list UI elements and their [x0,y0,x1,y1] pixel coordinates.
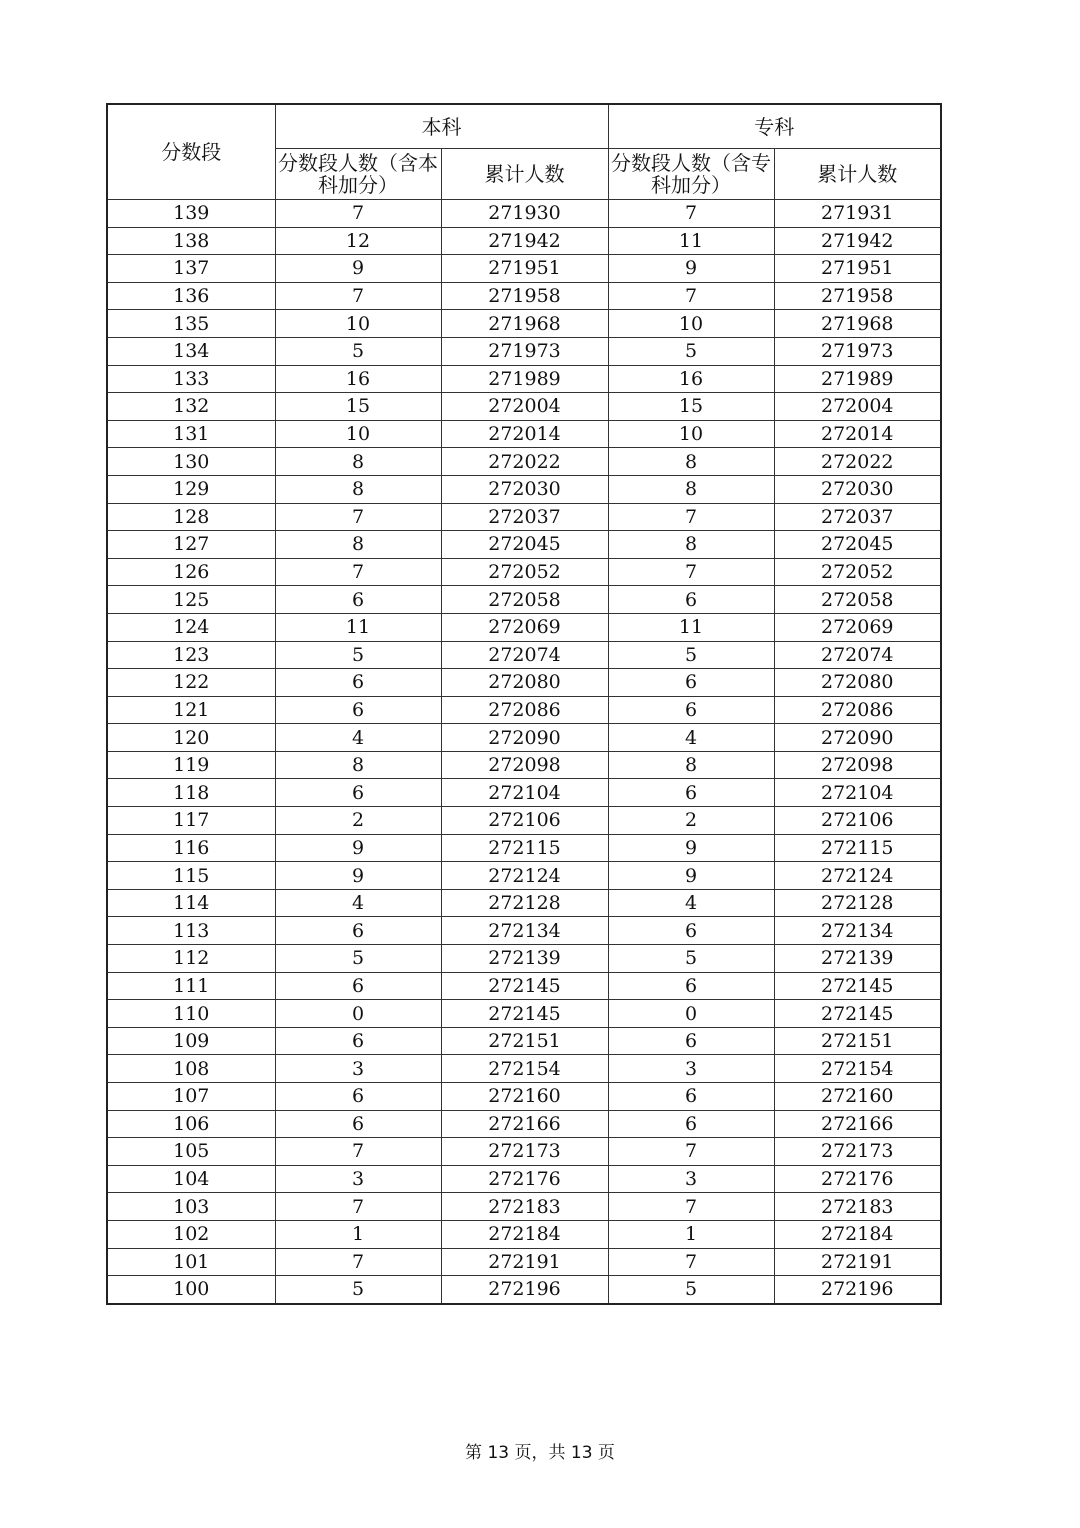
undergrad-cumulative-cell: 272134 [441,917,608,945]
junior-cumulative-cell: 272176 [774,1165,941,1193]
score-cell: 130 [107,448,275,476]
undergrad-count-cell: 6 [275,917,441,945]
junior-cumulative-cell: 272183 [774,1193,941,1221]
junior-cumulative-cell: 272052 [774,558,941,586]
undergrad-cumulative-cell: 272145 [441,1000,608,1028]
junior-cumulative-cell: 271951 [774,255,941,283]
table-row [107,310,941,338]
junior-count-cell: 2 [608,807,774,835]
table-row [107,337,941,365]
table-row [107,531,941,559]
junior-count-cell: 8 [608,531,774,559]
undergrad-cumulative-cell: 272154 [441,1055,608,1083]
score-cell: 118 [107,779,275,807]
junior-cumulative-cell: 272191 [774,1248,941,1276]
junior-cumulative-cell: 272080 [774,669,941,697]
junior-cumulative-cell: 271931 [774,200,941,228]
junior-cumulative-cell: 271958 [774,282,941,310]
junior-count-cell: 6 [608,779,774,807]
table-row [107,1000,941,1028]
junior-count-cell: 4 [608,724,774,752]
junior-cumulative-cell: 272090 [774,724,941,752]
table-row [107,420,941,448]
score-cell: 109 [107,1027,275,1055]
undergrad-count-cell: 10 [275,420,441,448]
junior-count-cell: 6 [608,972,774,1000]
score-cell: 107 [107,1083,275,1111]
score-cell: 106 [107,1110,275,1138]
undergrad-cumulative-cell: 272191 [441,1248,608,1276]
junior-cumulative-cell: 272128 [774,889,941,917]
junior-count-cell: 9 [608,862,774,890]
junior-count-cell: 8 [608,448,774,476]
undergrad-cumulative-cell: 271951 [441,255,608,283]
score-cell: 131 [107,420,275,448]
undergrad-count-cell: 3 [275,1165,441,1193]
table-row [107,1110,941,1138]
undergrad-count-cell: 5 [275,1276,441,1304]
score-cell: 132 [107,393,275,421]
score-distribution-table [106,103,942,1305]
junior-cumulative-cell: 272069 [774,613,941,641]
undergrad-cumulative-cell: 272196 [441,1276,608,1304]
undergrad-count-cell: 5 [275,945,441,973]
table-row [107,1027,941,1055]
undergrad-cumulative-cell: 272030 [441,475,608,503]
junior-cumulative-cell: 272004 [774,393,941,421]
undergrad-cumulative-cell: 272086 [441,696,608,724]
undergrad-count-cell: 11 [275,613,441,641]
undergrad-count-cell: 7 [275,1138,441,1166]
junior-count-cell: 6 [608,1110,774,1138]
score-cell: 128 [107,503,275,531]
junior-count-cell: 10 [608,420,774,448]
table-row [107,641,941,669]
header-undergrad-count: 分数段人数（含本科加分） [275,149,441,200]
junior-count-cell: 0 [608,1000,774,1028]
junior-cumulative-cell: 271973 [774,337,941,365]
undergrad-cumulative-cell: 271930 [441,200,608,228]
score-cell: 102 [107,1220,275,1248]
junior-cumulative-cell: 272106 [774,807,941,835]
undergrad-cumulative-cell: 272115 [441,834,608,862]
undergrad-count-cell: 6 [275,1027,441,1055]
score-cell: 111 [107,972,275,1000]
junior-cumulative-cell: 271968 [774,310,941,338]
undergrad-count-cell: 9 [275,255,441,283]
undergrad-cumulative-cell: 272145 [441,972,608,1000]
table-row [107,200,941,228]
undergrad-count-cell: 8 [275,448,441,476]
score-cell: 103 [107,1193,275,1221]
undergrad-cumulative-cell: 272022 [441,448,608,476]
score-cell: 138 [107,227,275,255]
score-cell: 139 [107,200,275,228]
score-cell: 114 [107,889,275,917]
undergrad-count-cell: 7 [275,1193,441,1221]
undergrad-count-cell: 8 [275,475,441,503]
score-cell: 135 [107,310,275,338]
junior-count-cell: 5 [608,337,774,365]
undergrad-cumulative-cell: 271942 [441,227,608,255]
junior-cumulative-cell: 272037 [774,503,941,531]
undergrad-count-cell: 7 [275,282,441,310]
score-cell: 110 [107,1000,275,1028]
score-cell: 125 [107,586,275,614]
undergrad-cumulative-cell: 271973 [441,337,608,365]
table-row [107,724,941,752]
table-row [107,613,941,641]
undergrad-count-cell: 6 [275,1083,441,1111]
junior-cumulative-cell: 272098 [774,751,941,779]
table-row [107,972,941,1000]
undergrad-cumulative-cell: 272176 [441,1165,608,1193]
table-row [107,586,941,614]
undergrad-cumulative-cell: 272106 [441,807,608,835]
junior-count-cell: 11 [608,613,774,641]
table-row [107,779,941,807]
junior-count-cell: 3 [608,1165,774,1193]
table-row [107,751,941,779]
score-cell: 113 [107,917,275,945]
junior-cumulative-cell: 272139 [774,945,941,973]
score-cell: 136 [107,282,275,310]
junior-cumulative-cell: 272030 [774,475,941,503]
undergrad-cumulative-cell: 272139 [441,945,608,973]
score-cell: 134 [107,337,275,365]
junior-count-cell: 7 [608,282,774,310]
junior-count-cell: 6 [608,1027,774,1055]
table-row [107,1138,941,1166]
table-row [107,807,941,835]
score-cell: 123 [107,641,275,669]
undergrad-cumulative-cell: 272037 [441,503,608,531]
junior-cumulative-cell: 272022 [774,448,941,476]
score-cell: 120 [107,724,275,752]
table-row [107,696,941,724]
junior-cumulative-cell: 272154 [774,1055,941,1083]
header-junior-cumulative: 累计人数 [774,149,941,200]
score-cell: 100 [107,1276,275,1304]
junior-count-cell: 7 [608,1193,774,1221]
undergrad-count-cell: 16 [275,365,441,393]
undergrad-cumulative-cell: 271968 [441,310,608,338]
score-cell: 121 [107,696,275,724]
undergrad-count-cell: 9 [275,834,441,862]
table-row [107,558,941,586]
undergrad-cumulative-cell: 272183 [441,1193,608,1221]
undergrad-cumulative-cell: 272045 [441,531,608,559]
undergrad-count-cell: 6 [275,586,441,614]
table-row [107,503,941,531]
undergrad-count-cell: 8 [275,531,441,559]
undergrad-count-cell: 6 [275,669,441,697]
header-undergrad: 本科 [275,104,608,149]
junior-count-cell: 7 [608,1248,774,1276]
undergrad-cumulative-cell: 272104 [441,779,608,807]
undergrad-cumulative-cell: 272173 [441,1138,608,1166]
score-cell: 137 [107,255,275,283]
undergrad-count-cell: 4 [275,724,441,752]
table-row [107,1248,941,1276]
junior-cumulative-cell: 272166 [774,1110,941,1138]
undergrad-count-cell: 8 [275,751,441,779]
table-row [107,669,941,697]
table-row [107,393,941,421]
score-cell: 126 [107,558,275,586]
table-row [107,1220,941,1248]
score-cell: 127 [107,531,275,559]
undergrad-count-cell: 5 [275,641,441,669]
junior-cumulative-cell: 271942 [774,227,941,255]
undergrad-cumulative-cell: 271989 [441,365,608,393]
junior-count-cell: 7 [608,1138,774,1166]
score-cell: 115 [107,862,275,890]
score-cell: 105 [107,1138,275,1166]
undergrad-cumulative-cell: 272128 [441,889,608,917]
junior-count-cell: 10 [608,310,774,338]
table-row [107,862,941,890]
undergrad-count-cell: 9 [275,862,441,890]
undergrad-count-cell: 4 [275,889,441,917]
score-cell: 116 [107,834,275,862]
junior-count-cell: 6 [608,917,774,945]
score-cell: 101 [107,1248,275,1276]
score-cell: 112 [107,945,275,973]
junior-cumulative-cell: 272086 [774,696,941,724]
junior-count-cell: 5 [608,945,774,973]
junior-cumulative-cell: 272196 [774,1276,941,1304]
score-cell: 124 [107,613,275,641]
page-number: 第 13 页，共 13 页 [465,1443,615,1463]
junior-cumulative-cell: 272134 [774,917,941,945]
score-cell: 108 [107,1055,275,1083]
table-row [107,1193,941,1221]
junior-count-cell: 9 [608,834,774,862]
table-row [107,365,941,393]
junior-count-cell: 3 [608,1055,774,1083]
table-row [107,834,941,862]
junior-count-cell: 7 [608,503,774,531]
undergrad-count-cell: 12 [275,227,441,255]
header-row-top [107,104,941,149]
junior-cumulative-cell: 272151 [774,1027,941,1055]
header-junior-count: 分数段人数（含专科加分） [608,149,774,200]
undergrad-cumulative-cell: 272074 [441,641,608,669]
junior-cumulative-cell: 272145 [774,972,941,1000]
junior-count-cell: 6 [608,586,774,614]
junior-count-cell: 8 [608,751,774,779]
junior-count-cell: 7 [608,558,774,586]
undergrad-cumulative-cell: 272004 [441,393,608,421]
table-row [107,1165,941,1193]
junior-cumulative-cell: 272104 [774,779,941,807]
junior-count-cell: 6 [608,696,774,724]
junior-count-cell: 1 [608,1220,774,1248]
undergrad-count-cell: 3 [275,1055,441,1083]
undergrad-cumulative-cell: 272052 [441,558,608,586]
score-cell: 133 [107,365,275,393]
junior-count-cell: 15 [608,393,774,421]
junior-count-cell: 11 [608,227,774,255]
junior-cumulative-cell: 272074 [774,641,941,669]
undergrad-cumulative-cell: 272151 [441,1027,608,1055]
undergrad-cumulative-cell: 272160 [441,1083,608,1111]
junior-count-cell: 6 [608,669,774,697]
table-row [107,255,941,283]
table-row [107,889,941,917]
junior-count-cell: 4 [608,889,774,917]
undergrad-cumulative-cell: 272090 [441,724,608,752]
table-row [107,227,941,255]
table-row [107,945,941,973]
junior-cumulative-cell: 272124 [774,862,941,890]
junior-count-cell: 16 [608,365,774,393]
undergrad-cumulative-cell: 272058 [441,586,608,614]
junior-count-cell: 7 [608,200,774,228]
table-header [107,104,941,200]
junior-cumulative-cell: 272045 [774,531,941,559]
undergrad-cumulative-cell: 272098 [441,751,608,779]
header-score-band: 分数段 [107,104,275,200]
header-undergrad-cumulative: 累计人数 [441,149,608,200]
undergrad-cumulative-cell: 272166 [441,1110,608,1138]
junior-cumulative-cell: 272058 [774,586,941,614]
undergrad-count-cell: 15 [275,393,441,421]
junior-cumulative-cell: 272173 [774,1138,941,1166]
junior-cumulative-cell: 271989 [774,365,941,393]
undergrad-count-cell: 7 [275,1248,441,1276]
score-cell: 119 [107,751,275,779]
junior-cumulative-cell: 272145 [774,1000,941,1028]
table-row [107,1276,941,1304]
undergrad-count-cell: 5 [275,337,441,365]
score-cell: 129 [107,475,275,503]
junior-cumulative-cell: 272014 [774,420,941,448]
table-row [107,1055,941,1083]
undergrad-cumulative-cell: 272124 [441,862,608,890]
undergrad-count-cell: 10 [275,310,441,338]
undergrad-count-cell: 6 [275,1110,441,1138]
junior-count-cell: 8 [608,475,774,503]
undergrad-cumulative-cell: 272069 [441,613,608,641]
score-cell: 122 [107,669,275,697]
undergrad-count-cell: 2 [275,807,441,835]
header-junior: 专科 [608,104,941,149]
junior-cumulative-cell: 272160 [774,1083,941,1111]
junior-count-cell: 6 [608,1083,774,1111]
undergrad-count-cell: 7 [275,200,441,228]
undergrad-cumulative-cell: 272184 [441,1220,608,1248]
table-row [107,448,941,476]
table-row [107,1083,941,1111]
undergrad-cumulative-cell: 271958 [441,282,608,310]
table-body [107,200,941,1304]
score-cell: 104 [107,1165,275,1193]
undergrad-count-cell: 7 [275,503,441,531]
undergrad-cumulative-cell: 272014 [441,420,608,448]
undergrad-count-cell: 0 [275,1000,441,1028]
junior-count-cell: 5 [608,641,774,669]
junior-count-cell: 5 [608,1276,774,1304]
undergrad-count-cell: 6 [275,779,441,807]
junior-cumulative-cell: 272115 [774,834,941,862]
undergrad-count-cell: 1 [275,1220,441,1248]
table-row [107,475,941,503]
junior-cumulative-cell: 272184 [774,1220,941,1248]
score-cell: 117 [107,807,275,835]
undergrad-count-cell: 6 [275,972,441,1000]
undergrad-count-cell: 7 [275,558,441,586]
table-row [107,917,941,945]
undergrad-cumulative-cell: 272080 [441,669,608,697]
table-row [107,282,941,310]
junior-count-cell: 9 [608,255,774,283]
undergrad-count-cell: 6 [275,696,441,724]
